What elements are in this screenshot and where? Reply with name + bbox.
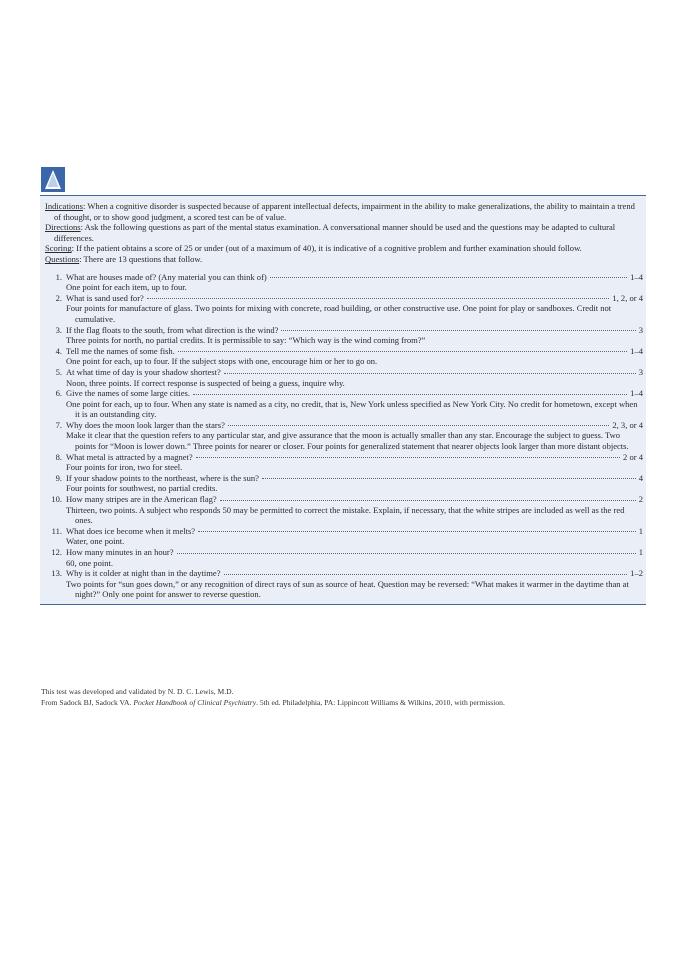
question-points: 2 or 4 <box>623 451 643 462</box>
question-item <box>45 452 643 473</box>
question-item <box>45 325 643 346</box>
leader-dots <box>224 573 628 575</box>
leader-dots <box>224 372 636 374</box>
question-text: How many stripes are in the American flag? <box>66 494 217 505</box>
leader-dots <box>198 530 636 532</box>
directions-paragraph: Directions: Ask the following questions as part of the mental status examination. A conversational manner should be used and the questions may be adapted to cultural differences. <box>45 222 616 243</box>
question-text: If your shadow points to the northeast, where is the sun? <box>66 472 259 483</box>
leader-dots <box>262 477 636 479</box>
footer-citation: From Sadock BJ, Sadock VA. Pocket Handbook of Clinical Psychiatry. 5th ed. Philadelphia, PA: Lippincott Williams & Wilkins, 2010, with permission. <box>41 697 505 707</box>
leader-dots <box>196 456 620 458</box>
scoring-note: One point for each, up to four. If the subject stops with one, encourage him or her to go on. <box>66 356 378 367</box>
question-points: 1 <box>638 547 643 557</box>
question-number: 12. <box>51 547 62 557</box>
questions-list <box>45 272 643 600</box>
question-number: 3. <box>55 324 62 335</box>
question-item <box>45 473 643 494</box>
question-item <box>45 526 643 547</box>
question-text: At what time of day is your shadow shortest? <box>66 366 221 377</box>
question-points: 1–4 <box>630 345 643 356</box>
scoring-note: Two points for “sun goes down,” or any recognition of direct rays of sun as source of heat. Question may be reversed: “What makes it warmer in the daytime than at night?” Only one point for answer to reverse question. <box>66 578 629 600</box>
question-text: What is sand used for? <box>66 292 144 303</box>
question-item <box>45 420 643 452</box>
question-item <box>45 346 643 367</box>
question-points: 3 <box>638 366 643 377</box>
leader-dots <box>228 424 610 426</box>
question-number: 7. <box>55 419 62 430</box>
question-number: 9. <box>55 472 62 483</box>
question-number: 6. <box>55 388 62 399</box>
question-number: 1. <box>55 271 62 282</box>
leader-dots <box>177 552 636 554</box>
question-points: 2, 3, or 4 <box>612 419 643 430</box>
leader-dots <box>220 499 636 501</box>
leader-dots <box>270 276 627 278</box>
scoring-note: Thirteen, two points. A subject who responds 50 may be permitted to correct the mistake. Explain, if necessary, that the white stripes are included as well as the red ones. <box>66 504 625 526</box>
source-footer <box>41 687 641 708</box>
question-number: 10. <box>51 494 62 505</box>
question-text: Tell me the names of some fish. <box>66 345 175 356</box>
scoring-note: One point for each, up to four. When any state is named as a city, no credit, that is, New York unless specified as New York City. No credit for hometown, except when it is an outstanding city. <box>66 398 638 420</box>
indications-paragraph: Indications: When a cognitive disorder is suspected because of apparent intellectual defects, impairment in the ability to make generalizations, the ability to maintain a trend of thought, or to show good judgment, a scored test can be of value. <box>45 201 635 222</box>
question-item <box>45 494 643 526</box>
question-points: 2 <box>638 494 643 505</box>
question-item <box>45 568 643 600</box>
question-item <box>45 388 643 420</box>
scoring-note: Three points for north, no partial credits. It is permissible to say: “Which way is the wind coming from?” <box>66 335 426 346</box>
test-box <box>40 195 646 605</box>
scoring-note: Noon, three points. If correct response is suspected of being a guess, inquire why. <box>66 377 345 388</box>
leader-dots <box>281 329 635 331</box>
question-text: How many minutes in an hour? <box>66 547 174 557</box>
leader-dots <box>193 393 627 395</box>
scoring-paragraph: Scoring: If the patient obtains a score of 25 or under (out of a maximum of 40), it is indicative of a cognitive problem and further examination should follow. <box>45 243 582 254</box>
scoring-note: Four points for manufacture of glass. Two points for mixing with concrete, road building, or other constructive use. One point for play or sandboxes. Credit not cumulative. <box>66 303 612 324</box>
question-number: 5. <box>55 366 62 377</box>
question-number: 2. <box>55 292 62 303</box>
leader-dots <box>178 350 627 352</box>
scoring-note: Four points for southwest, no partial credits. <box>66 483 218 494</box>
question-points: 1 <box>638 525 643 536</box>
scoring-note: Water, one point. <box>66 536 125 547</box>
scoring-note: Four points for iron, two for steel. <box>66 462 183 473</box>
questions-paragraph: Questions: There are 13 questions that follow. <box>45 253 203 264</box>
scoring-note: Make it clear that the question refers to any particular star, and give assurance that the moon is actually smaller than any star. Encourage the subject to guess. Two points for “Moon is lower down.” Three points for nearer or closer. Four points for generalized statement that nearer objects look larger than more distant objects. <box>66 430 629 452</box>
question-text: What does ice become when it melts? <box>66 525 196 536</box>
triangle-logo-icon <box>41 167 65 192</box>
question-text: Give the names of some large cities. <box>66 388 190 399</box>
question-points: 1–4 <box>630 271 643 282</box>
question-text: What are houses made of? (Any material you can think of) <box>66 271 267 282</box>
question-points: 4 <box>638 472 643 483</box>
question-item <box>45 547 643 568</box>
intro-section <box>45 201 643 265</box>
question-text: If the flag floats to the south, from what direction is the wind? <box>66 324 279 335</box>
scoring-note: 60, one point. <box>66 557 114 568</box>
question-item <box>45 367 643 388</box>
question-text: What metal is attracted by a magnet? <box>66 451 193 462</box>
question-text: Why is it colder at night than in the daytime? <box>66 568 221 579</box>
question-points: 3 <box>638 324 643 335</box>
scoring-note: One point for each item, up to four. <box>66 282 187 293</box>
question-points: 1–2 <box>630 568 643 579</box>
question-number: 13. <box>51 568 62 579</box>
question-points: 1, 2, or 4 <box>612 292 643 303</box>
question-item <box>45 272 643 293</box>
question-text: Why does the moon look larger than the stars? <box>66 419 225 430</box>
footer-credit: This test was developed and validated by N. D. C. Lewis, M.D. <box>41 687 234 696</box>
question-number: 11. <box>51 525 62 536</box>
question-number: 4. <box>55 345 62 356</box>
question-item <box>45 293 643 325</box>
question-number: 8. <box>55 451 62 462</box>
question-points: 1–4 <box>630 388 643 399</box>
leader-dots <box>147 297 610 299</box>
book-title: Pocket Handbook of Clinical Psychiatry <box>133 697 257 707</box>
